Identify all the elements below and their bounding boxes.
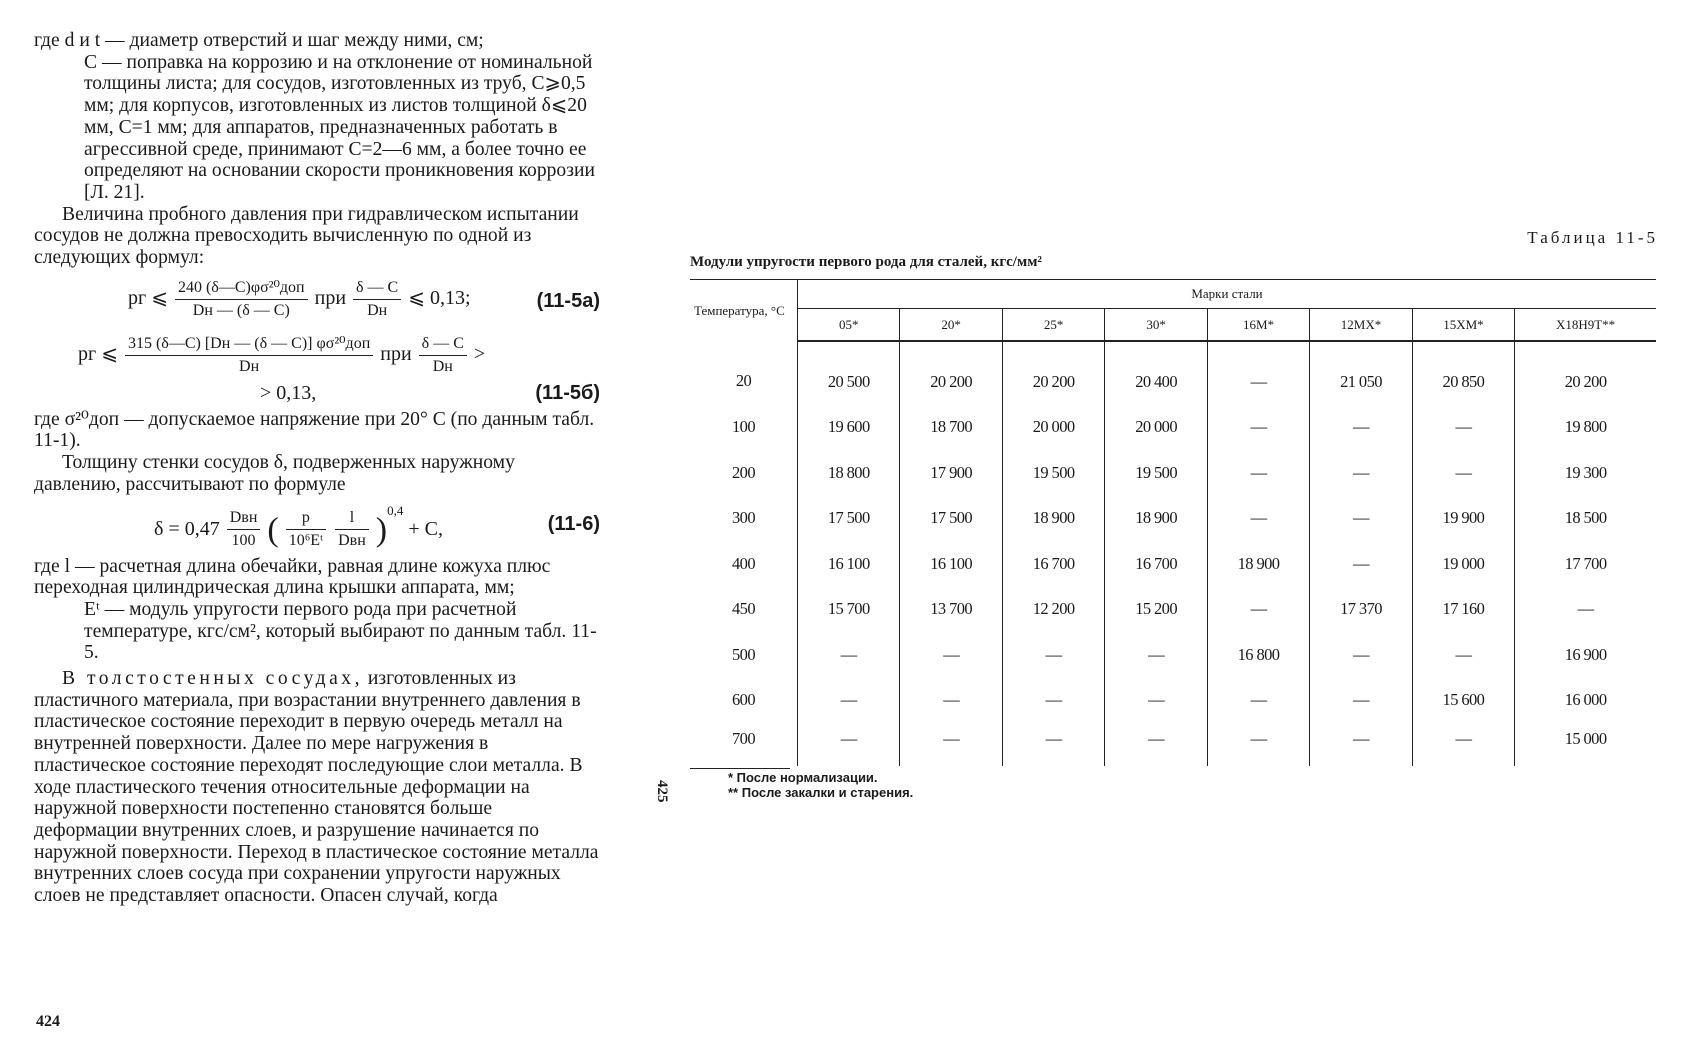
formula-lhs: pг ⩽ <box>78 342 118 365</box>
table-cell: — <box>1412 632 1514 678</box>
text-paragraph: Величина пробного давления при гидравлическом испытании сосудов не должна превосходить вычисленную по одной из следующих формул: <box>34 203 579 269</box>
table-cell: — <box>798 632 900 678</box>
table-cell: 13 700 <box>900 587 1002 633</box>
fraction-numerator: Dвн <box>227 507 261 530</box>
table-cell: 20 000 <box>1002 405 1104 451</box>
table-cell: — <box>1310 541 1412 587</box>
table-cell: 19 800 <box>1564 417 1607 437</box>
column-header: 25* <box>1002 309 1104 342</box>
formula-11-5b <box>34 333 600 409</box>
table-cell: — <box>1105 723 1207 766</box>
column-header: 15ХМ* <box>1412 309 1514 342</box>
temperature-cell: 700 <box>690 723 798 766</box>
table-cell: 18 900 <box>1207 541 1309 587</box>
page-number-left: 424 <box>36 1013 60 1030</box>
table-cell: — <box>1412 450 1514 496</box>
table-cell: — <box>1002 678 1104 724</box>
table-cell: — <box>1207 678 1309 724</box>
left-page <box>34 30 600 907</box>
table-cell: — <box>1310 496 1412 542</box>
table-cell: 18 900 <box>1105 496 1207 542</box>
table-cell: 12 200 <box>1002 587 1104 633</box>
formula-lhs: δ = 0,47 <box>154 517 220 540</box>
table-cell: 16 900 <box>1564 644 1607 664</box>
table-cell: 18 700 <box>900 405 1002 451</box>
table-cell: — <box>1412 723 1514 766</box>
table-cell: 18 800 <box>798 450 900 496</box>
fraction <box>125 333 373 378</box>
fraction-denominator: Dн <box>239 357 260 375</box>
table-cell: 18 900 <box>1002 496 1104 542</box>
text-paragraph: где l — расчетная длина обечайки, равная длине кожуха плюс переходная цилиндрическая длина крышки аппарата, мм; <box>34 555 551 599</box>
temperature-cell: 200 <box>690 450 798 496</box>
equation-number: (11-5б) <box>535 381 600 404</box>
temperature-cell: 300 <box>690 496 798 542</box>
table-row <box>690 541 1656 587</box>
table-row <box>690 587 1656 633</box>
table-caption: Модули упругости первого рода для сталей, кгс/мм² <box>690 254 1042 270</box>
temperature-cell: 600 <box>690 678 798 724</box>
table-cell: — <box>1207 341 1309 405</box>
fraction-numerator: 240 (δ—C)φσ²⁰доп <box>175 277 308 300</box>
table-cell: — <box>1002 723 1104 766</box>
table-cell: — <box>1207 450 1309 496</box>
table-cell: 20 200 <box>1564 371 1607 391</box>
table-cell: 20 850 <box>1412 341 1514 405</box>
fraction-denominator: Dн — (δ — C) <box>192 301 290 319</box>
table-cell: 17 500 <box>798 496 900 542</box>
table-cell: 15 700 <box>798 587 900 633</box>
table-row <box>690 450 1656 496</box>
column-header: Х18Н9Т** <box>1515 309 1656 342</box>
fraction-denominator: Dн <box>367 301 388 319</box>
footnote-rule <box>690 768 790 769</box>
text-paragraph: Eᵗ — модуль упругости первого рода при расчетной температуре, кгс/см², который выбирают по данным табл. 11-5. <box>84 598 597 664</box>
fraction <box>353 277 401 322</box>
steel-grades-header: Марки стали <box>798 280 1657 309</box>
fraction-numerator: p <box>286 507 326 530</box>
table-cell: 15 200 <box>1105 587 1207 633</box>
table-cell: — <box>1105 632 1207 678</box>
column-header: 05* <box>798 309 900 342</box>
table-cell: — <box>1207 405 1309 451</box>
formula-11-6: δ = 0,47 Dвн 100 ( $\frac{p}{\text{10⁶Eᵗ}}$ l Dвн )$^{0,4}$ + C, (11-6) <box>34 500 600 556</box>
formula-lhs: pг ⩽ <box>128 286 168 309</box>
table-cell: 20 200 <box>1002 341 1104 405</box>
table-cell: 19 000 <box>1412 541 1514 587</box>
table-cell: — <box>1310 723 1412 766</box>
column-header: 16М* <box>1207 309 1309 342</box>
fraction-denominator: 100 <box>231 532 256 550</box>
table-cell: — <box>1310 405 1412 451</box>
table-cell: 20 200 <box>900 341 1002 405</box>
table-cell: — <box>1207 723 1309 766</box>
column-header: 20* <box>900 309 1002 342</box>
table-cell: 16 000 <box>1564 690 1607 710</box>
table-cell: — <box>1105 678 1207 724</box>
fraction-denominator: Dн <box>432 357 453 375</box>
table-cell: 17 900 <box>900 450 1002 496</box>
formula-text: ⩽ 0,13; <box>408 286 471 309</box>
temperature-cell: 500 <box>690 632 798 678</box>
fraction <box>175 277 308 322</box>
table-cell: 20 400 <box>1105 341 1207 405</box>
column-header: 12МХ* <box>1310 309 1412 342</box>
equation-number: (11-5а) <box>536 289 600 312</box>
table-cell: — <box>1002 632 1104 678</box>
table-cell: — <box>1577 599 1594 619</box>
fraction-denominator: 10⁶Eᵗ <box>288 532 324 550</box>
formula-text: при <box>314 286 347 309</box>
table-row <box>690 405 1656 451</box>
table-row <box>690 632 1656 678</box>
temperature-header: Температура, °С <box>690 280 798 342</box>
spaced-emphasis: В толстостенных сосудах, <box>62 668 364 690</box>
table-cell: — <box>1310 450 1412 496</box>
fraction <box>227 507 261 552</box>
table-cell: 17 370 <box>1310 587 1412 633</box>
table-cell: 19 300 <box>1564 462 1607 482</box>
table-row <box>690 496 1656 542</box>
footnote: * После нормализации. <box>728 770 878 785</box>
elasticity-table <box>690 279 1656 766</box>
temperature-cell: 100 <box>690 405 798 451</box>
fraction-numerator: l <box>335 507 369 530</box>
table-cell: — <box>1310 632 1412 678</box>
table-cell: 21 050 <box>1310 341 1412 405</box>
table-cell: — <box>1207 496 1309 542</box>
table-cell: 16 100 <box>798 541 900 587</box>
formula-text: + C, <box>408 517 443 540</box>
formula-continuation: > 0,13, <box>260 381 317 404</box>
table-cell: — <box>900 678 1002 724</box>
table-cell: 19 600 <box>798 405 900 451</box>
fraction-numerator: δ — C <box>353 277 401 300</box>
table-cell: — <box>1412 405 1514 451</box>
table-cell: 17 700 <box>1564 553 1607 573</box>
temperature-cell: 20 <box>690 341 798 405</box>
table-row <box>690 723 1656 766</box>
footnotes <box>690 770 913 800</box>
table-row <box>690 341 1656 405</box>
text-line: где d и t — диаметр отверстий и шаг между ними, см; <box>34 30 484 51</box>
table-row <box>690 678 1656 724</box>
table-cell: 19 500 <box>1105 450 1207 496</box>
table-cell: 20 000 <box>1105 405 1207 451</box>
fraction <box>335 507 369 552</box>
table-cell: 19 900 <box>1412 496 1514 542</box>
column-header-row <box>690 309 1656 342</box>
temperature-cell: 400 <box>690 541 798 587</box>
fraction <box>419 333 467 378</box>
column-header: 30* <box>1105 309 1207 342</box>
table-cell: 16 100 <box>900 541 1002 587</box>
page-number-right: 425 <box>654 780 670 803</box>
table-cell: — <box>798 723 900 766</box>
fraction-numerator: δ — C <box>419 333 467 356</box>
footnote: ** После закалки и старения. <box>728 785 914 800</box>
text-paragraph <box>34 668 600 907</box>
table-cell: — <box>1207 587 1309 633</box>
formula-11-5a <box>34 277 600 329</box>
table-cell: 17 500 <box>900 496 1002 542</box>
text-paragraph: C — поправка на коррозию и на отклонение от номинальной толщины листа; для сосудов, изготовленных из труб, C⩾0,5 мм; для корпусов, изготовленных из листов толщиной δ⩽20 мм, C=1 мм; для аппаратов, предназначенных работать в агрессивной среде, принимают C=2—6 мм, а более точно ее определяют на основании скорости проникновения коррозии [Л. 21]. <box>84 51 595 203</box>
table-cell: 16 700 <box>1002 541 1104 587</box>
table-cell: — <box>900 723 1002 766</box>
table-cell: 16 700 <box>1105 541 1207 587</box>
fraction <box>286 507 326 552</box>
table-cell: 16 800 <box>1207 632 1309 678</box>
table-body <box>690 341 1656 766</box>
table-cell: 20 500 <box>798 341 900 405</box>
text-paragraph: Толщину стенки сосудов δ, подверженных наружному давлению, рассчитывают по формуле <box>34 452 515 495</box>
temperature-cell: 450 <box>690 587 798 633</box>
table-label: Таблица 11-5 <box>1527 228 1658 247</box>
equation-number: (11-6) <box>547 512 600 535</box>
table-cell: 18 500 <box>1564 508 1607 528</box>
table-cell: 17 160 <box>1412 587 1514 633</box>
text-paragraph: где σ²⁰доп — допускаемое напряжение при 20° C (по данным табл. 11-1). <box>34 408 595 452</box>
table-cell: 19 500 <box>1002 450 1104 496</box>
fraction-numerator: 315 (δ—C) [Dн — (δ — C)] φσ²⁰доп <box>125 333 373 356</box>
paragraph-body: изготовленных из пластичного материала, при возрастании внутреннего давления в пластическое состояние переходит в первую очередь металл на внутренней поверхности. Далее по мере нагружения в пластическое состояние переходят последующие слои металла. В ходе пластического течения относительные деформации на наружной поверхности постепенно становятся больше деформации внутренних слоев, и разрушение начинается по наружной поверхности. Переход в пластическое состояние металла внутренних слоев сосуда при сохранении упругости наружных слоев не представляет опасности. Опасен случай, когда <box>34 668 599 907</box>
formula-text: при <box>380 342 412 365</box>
fraction-denominator: Dвн <box>338 532 366 550</box>
table-cell: 15 000 <box>1564 729 1607 748</box>
formula-text: > <box>473 342 486 365</box>
exponent: 0,4 <box>387 502 404 518</box>
table-cell: 15 600 <box>1412 678 1514 724</box>
table-cell: — <box>900 632 1002 678</box>
table-cell: — <box>1310 678 1412 724</box>
table-cell: — <box>798 678 900 724</box>
